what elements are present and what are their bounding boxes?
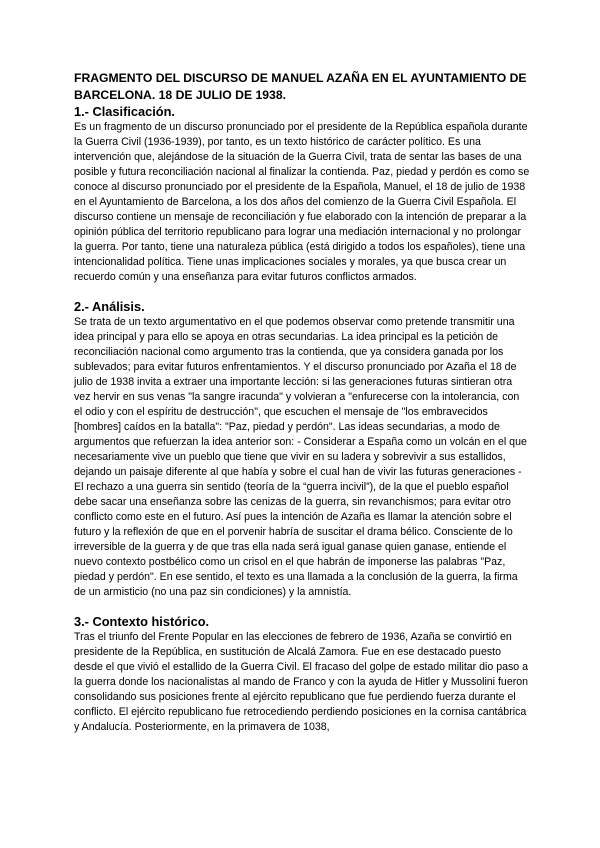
section-heading-analisis: 2.- Análisis. — [74, 299, 145, 314]
section-heading-contexto: 3.- Contexto histórico. — [74, 614, 210, 629]
section-text-analisis: Se trata de un texto argumentativo en el que podemos observar como pretende transmitir una idea principal y para ello se apoya en otras secundarias. La idea principal es la petición de reconciliación nacional como argumento tras la contienda, que ya considera ganada por los sublevados; para evitar futuros enfrentamientos. Y el discurso pronunciado por Azaña el 18 de julio de 1938 invita a extraer una importante lección: si las generaciones futuras sintieran otra vez hervir en sus venas "la sangre iracunda" y volvieran a "enfurecerse con la intolerancia, con el odio y con el espíritu de destrucción", que escuchen el mensaje de "los embravecidos [hombres] caídos en la batalla": "Paz, piedad y perdón". Las ideas secundarias, a modo de argumentos que refuerzan la idea anterior son: - Considerar a España como un volcán en el que necesariamente vive un pueblo que tiene que vivir en su ladera y sobrevivir a sus estallidos, dejando un paisaje diferente al que había y sobre el cual han de vivir las futuras generaciones - El rechazo a una guerra sin sentido (teoría de la “guerra incivil”), de la que el pueblo español debe sacar una enseñanza sobre las cenizas de la guerra, sin revanchismos; para evitar otro conflicto como este en el futuro. Así pues la intención de Azaña es llamar la atención sobre el futuro y la reflexión de que en el porvenir habría de suscitar el drama bélico. Consciente de lo irreversible de la guerra y de que tras ella nada será igual ganase quien ganase, entiende el nuevo contexto postbélico como un crisol en el que habrán de imponerse las palabras "Paz, piedad y perdón". En ese sentido, el texto es una llamada a la conclusión de la guerra, la firma de un armisticio (no una paz sin condiciones) y la amnistía. — [74, 316, 527, 598]
section-text-contexto: Tras el triunfo del Frente Popular en las elecciones de febrero de 1936, Azaña se convirtió en presidente de la República, en sustitución de Alcalá Zamora. Fue en ese destacado puesto desde el que vivió el estallido de la Guerra Civil. El fracaso del golpe de estado militar dio paso a la guerra donde los nacionalistas al mando de Franco y con la ayuda de Hitler y Mussolini fueron consolidando sus posiciones frente al ejército republicano que fue perdiendo fuerza durante el conflicto. El ejército republicano fue retrocediendo perdiendo posiciones en la cornisa cantábrica y Andalucía. Posteriormente, en la primavera de 1038, — [74, 631, 529, 733]
section-text-clasificacion: Es un fragmento de un discurso pronunciado por el presidente de la República española durante la Guerra Civil (1936-1939), por tanto, es un texto histórico de carácter político. Es una intervención que, alejándose de la situación de la Guerra Civil, trata de sentar las bases de una posible y futura reconciliación nacional al finalizar la contienda. Paz, piedad y perdón es como se conoce al discurso pronunciado por el presidente de la Española, Manuel, el 18 de julio de 1938 en el Ayuntamiento de Barcelona, a los dos años del comienzo de la Guerra Civil Española. El discurso contiene un mensaje de reconciliación y fue elaborado con la intención de preparar a la opinión pública del territorio republicano para lograr una mediación internacional y no prolongar la guerra. Por tanto, tiene una naturaleza pública (está dirigido a todos los españoles), tiene una intencionalidad política. Tiene unas implicaciones sociales y morales, ya que busca crear un recuerdo común y una enseñanza para evitar futuros conflictos armados. — [74, 121, 530, 283]
document-page — [74, 70, 530, 735]
spacer — [74, 600, 530, 614]
document-title: FRAGMENTO DEL DISCURSO DE MANUEL AZAÑA EN EL AYUNTAMIENTO DE BARCELONA. 18 DE JULIO DE 1938. — [74, 71, 527, 102]
spacer — [74, 285, 530, 299]
section-heading-clasificacion: 1.- Clasificación. — [74, 104, 175, 119]
